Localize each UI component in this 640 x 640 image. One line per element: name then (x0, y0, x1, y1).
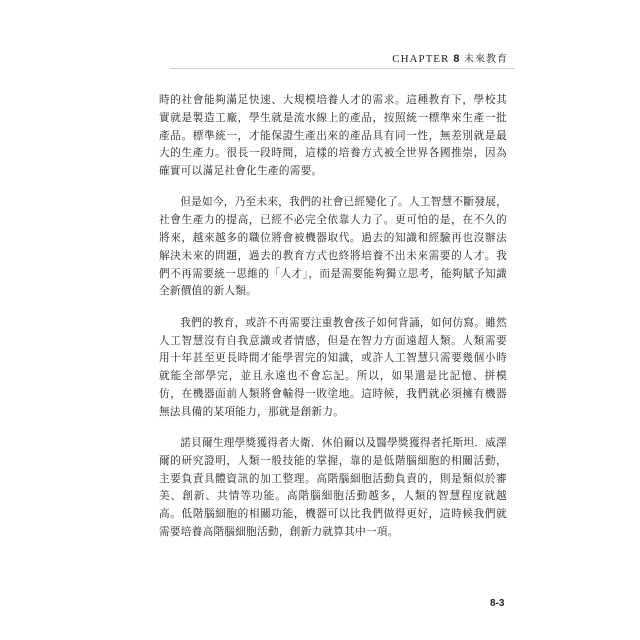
paragraph-3: 我們的教育，或許不再需要注重教會孩子如何背誦，如何仿寫。雖然人工智慧沒有自我意識或者情感，但是在智力方面遠超人類。人類需要用十年甚至更長時間才能學習完的知識，或許人工智慧只需要幾個小時就能全部學完，並且永遠也不會忘記。所以，如果還是比記憶、拼模仿，在機器面前人類將會輸得一敗塗地。這時候，我們就必須擁有機器無法具備的某項能力，那就是創新力。 (159, 316, 507, 418)
chapter-header (392, 50, 508, 65)
body-text (159, 92, 507, 555)
chapter-number: 8 (453, 53, 460, 65)
chapter-label: CHAPTER (392, 53, 450, 65)
chapter-title: 未來教育 (464, 54, 508, 65)
paragraph-2: 但是如今，乃至未來，我們的社會已經變化了。人工智慧不斷發展，社會生產力的提高，已經不必完全依靠人力了。更可怕的是，在不久的將來，越來越多的職位將會被機器取代。過去的知識和經驗再也沒辦法解決未來的問題，過去的教育方式也終將培養不出未來需要的人才。我們不再需要統一思維的「人才」，而是需要能夠獨立思考，能夠賦予知識全新價值的新人類。 (159, 196, 507, 298)
header-divider (170, 68, 515, 69)
paragraph-4: 諾貝爾生理學獎獲得者大衛．休伯爾以及醫學獎獲得者托斯坦．威澤爾的研究證明，人類一般技能的掌握，靠的是低階腦細胞的相關活動，主要負責具體資訊的加工整理。高階腦細胞活動負責的，則是類似於審美、創新、共情等功能。高階腦細胞活動越多，人類的智慧程度就越高。低階腦細胞的相關功能，機器可以比我們做得更好，這時候我們就需要培養高階腦細胞活動，創新力就算其中一項。 (159, 437, 507, 539)
page-number: 8-3 (490, 598, 505, 609)
paragraph-1: 時的社會能夠滿足快速、大規模培養人才的需求。這種教育下，學校其實就是製造工廠，學生就是流水線上的產品，按照統一標準來生產一批產品。標準統一，才能保證生產出來的產品具有同一性，無差別就是最大的生產力。很長一段時間，這樣的培養方式被全世界各國推崇，因為確實可以滿足社會化生產的需要。 (159, 94, 507, 178)
